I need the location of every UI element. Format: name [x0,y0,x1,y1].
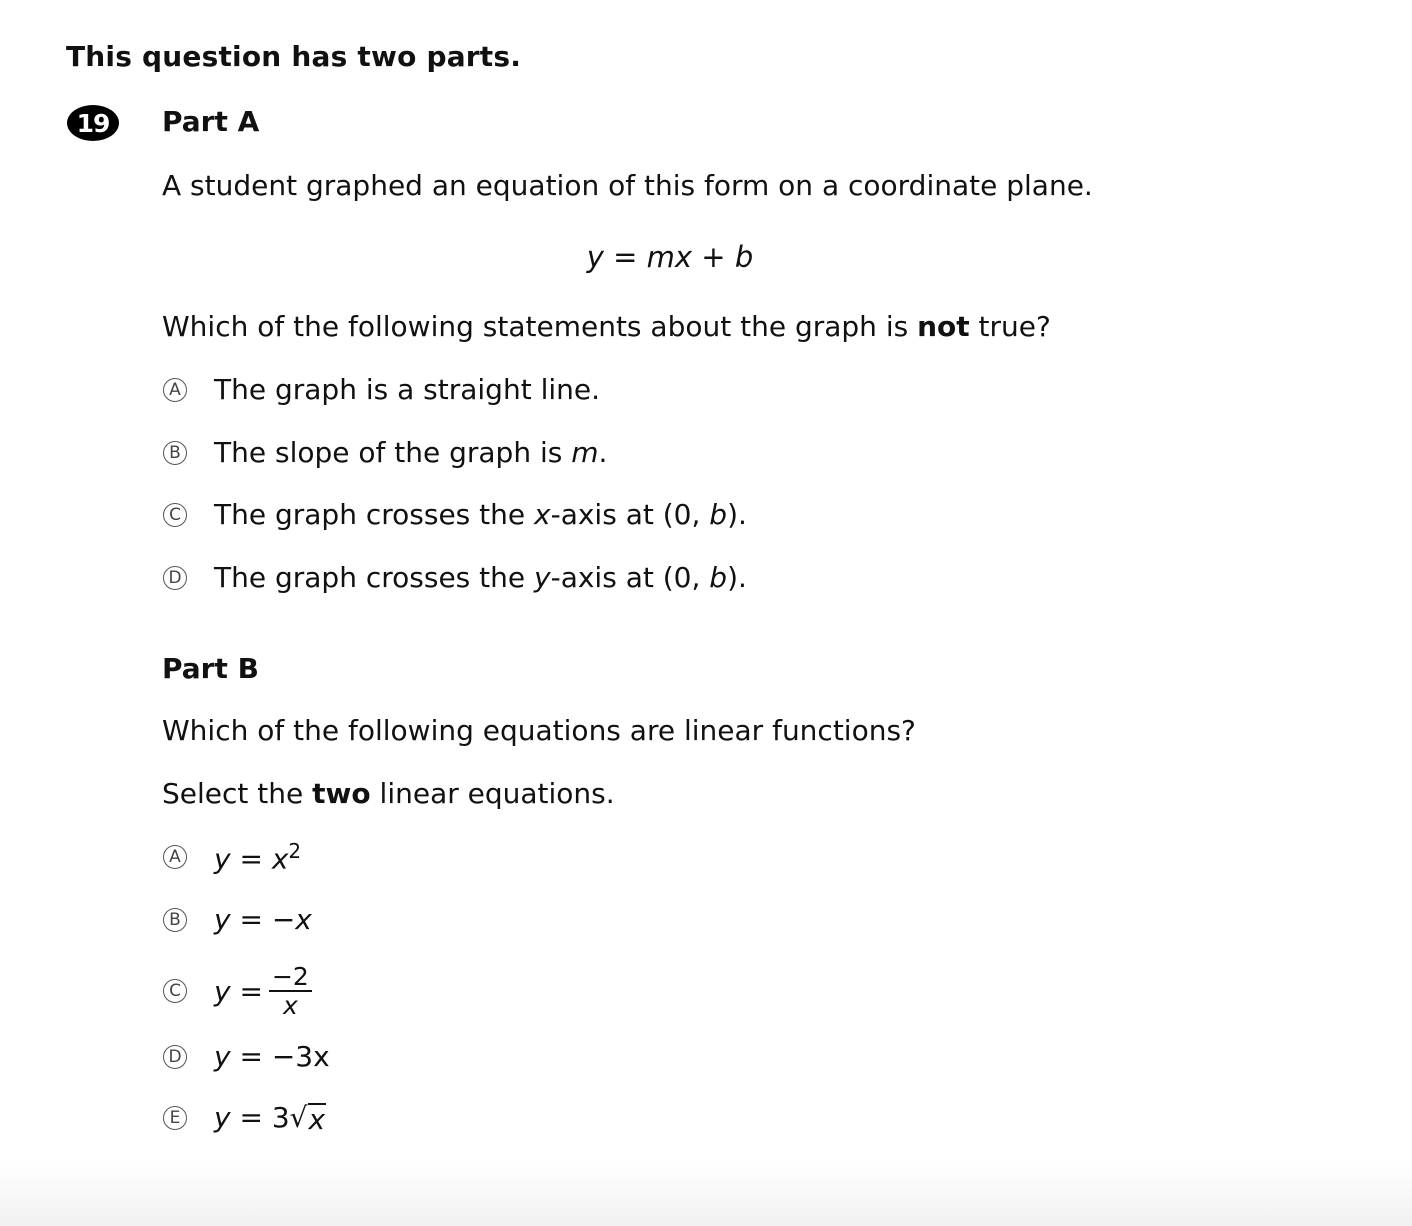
part-b-option-a[interactable] [163,839,301,875]
radicand: x [308,1102,326,1136]
option-e-equation: y = 3 √ x [214,1101,326,1136]
option-b-equation: y = −x [214,903,312,936]
part-a-question-post: true? [969,310,1051,343]
part-b-option-e[interactable] [163,1101,326,1134]
option-b-bubble-icon[interactable]: B [163,441,187,465]
part-a-question-emphasis: not [917,310,970,343]
fraction [269,964,312,1018]
part-a-option-c[interactable] [163,498,747,531]
fraction-numerator: −2 [269,964,312,992]
equation-equals: = [603,240,647,274]
option-d-bubble-icon[interactable]: D [163,1045,187,1069]
part-a-title: Part A [162,105,260,138]
equation-mx: mx [646,240,693,274]
part-b-instruction: Select the two linear equations. [162,777,615,810]
question-number-badge: 19 [67,105,119,141]
part-a-option-b[interactable] [163,436,607,469]
option-a-bubble-icon[interactable]: A [163,845,187,869]
part-a-prompt: A student graphed an equation of this form on a coordinate plane. [162,169,1093,202]
part-b-prompt: Which of the following equations are linear functions? [162,714,916,747]
option-c-text: The graph crosses the x-axis at (0, b). [214,498,747,531]
part-a-option-a[interactable] [163,373,600,406]
part-b-option-b[interactable] [163,903,312,936]
equation-y: y [586,240,604,274]
radical-sign-icon: √ [289,1101,308,1134]
part-a-question-pre: Which of the following statements about the graph is [162,310,918,343]
part-b-instruction-emphasis: two [312,777,371,810]
option-e-bubble-icon[interactable]: E [163,1106,187,1130]
equation-b: b [734,240,754,274]
instructions-heading: This question has two parts. [66,40,522,73]
part-b-title: Part B [162,652,259,685]
option-a-bubble-icon[interactable]: A [163,378,187,402]
option-d-bubble-icon[interactable]: D [163,566,187,590]
equation-slope-intercept [0,240,1340,274]
fraction-denominator: x [282,991,298,1020]
option-b-text: The slope of the graph is m. [214,436,608,469]
equation-plus: + [692,240,735,274]
option-a-text: The graph is a straight line. [214,373,601,406]
part-b-option-d[interactable] [163,1040,330,1073]
option-c-bubble-icon[interactable]: C [163,979,187,1003]
option-a-equation: $y = x^2$ [214,839,302,876]
option-d-text: The graph crosses the y-axis at (0, b). [214,561,747,594]
option-d-equation: y = −3x [214,1040,330,1073]
part-a-option-d[interactable] [163,561,747,594]
part-b-option-c[interactable] [163,964,312,1018]
option-b-bubble-icon[interactable]: B [163,908,187,932]
square-root [290,1101,326,1134]
option-c-bubble-icon[interactable]: C [163,503,187,527]
part-a-question [162,310,1051,344]
option-c-equation: y = $\frac{-2}{x}$ [214,964,312,1018]
